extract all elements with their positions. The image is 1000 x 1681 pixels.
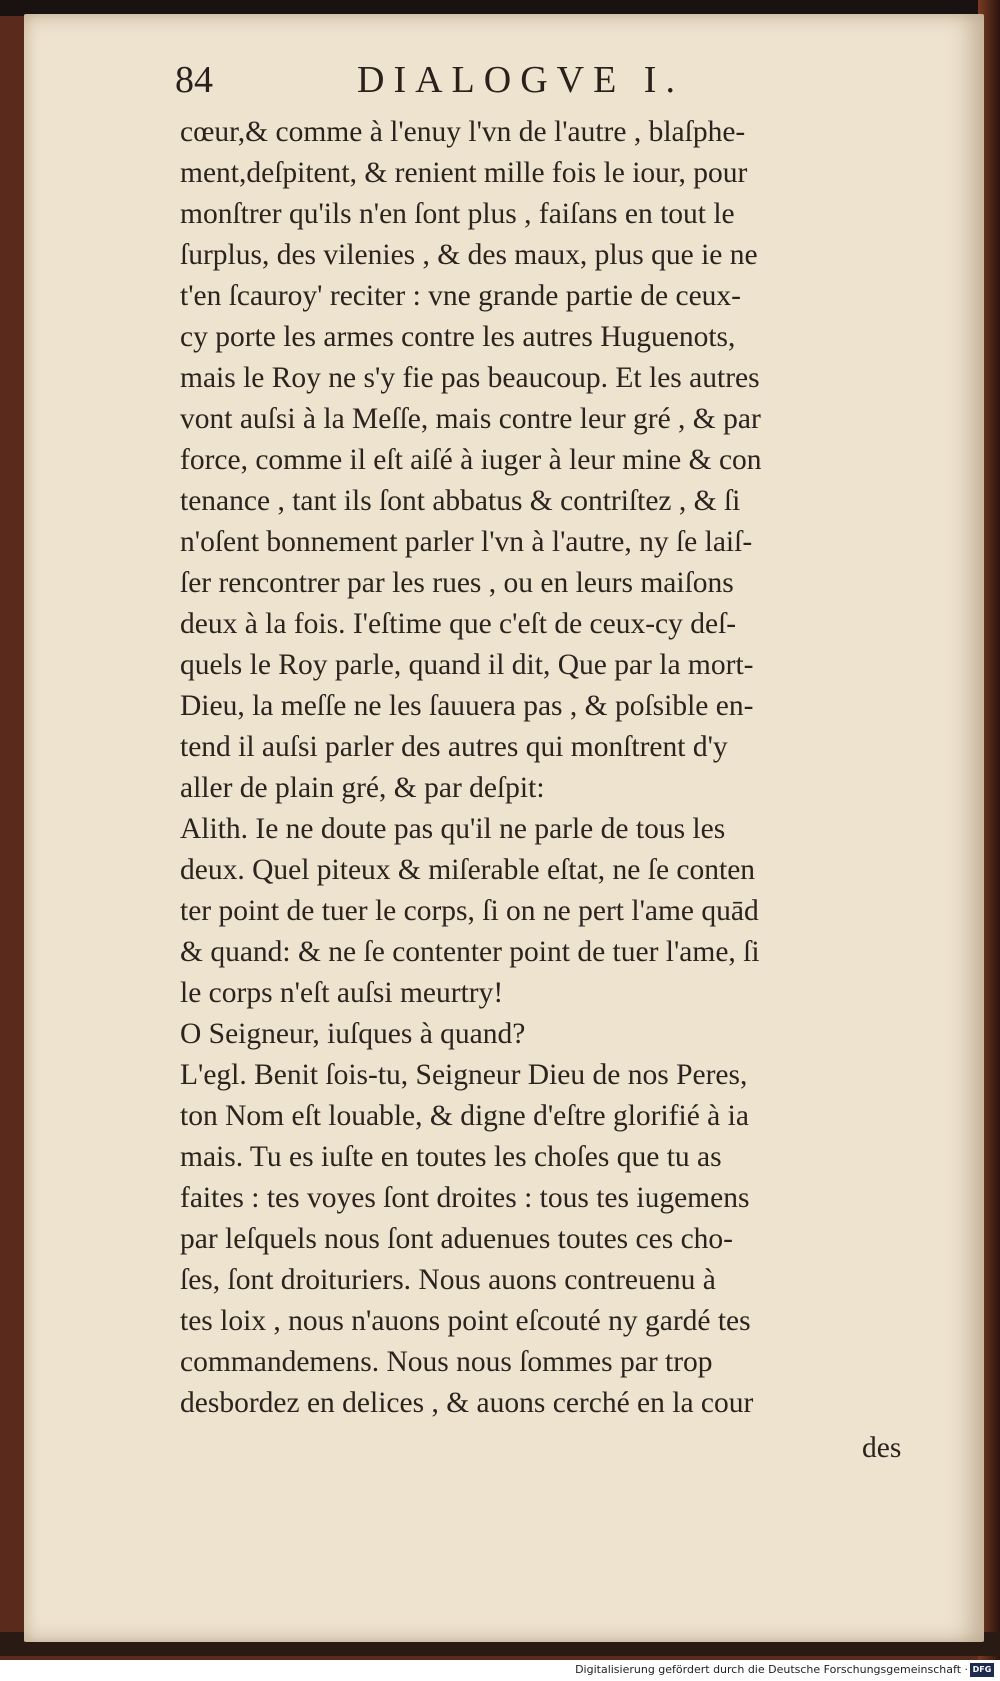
text-line: t'en ſcauroy' reciter : vne grande partie de ceux-	[180, 280, 742, 312]
text-line: desbordez en delices , & auons cerché en la cour	[180, 1387, 754, 1419]
text-line: commandemens. Nous nous ſommes par trop	[180, 1346, 713, 1378]
text-line: tes loix , nous n'auons point eſcouté ny gardé tes	[180, 1305, 751, 1337]
funding-credit: Digitalisierung gefördert durch die Deutsche Forschungsgemeinschaft ·	[575, 1663, 968, 1676]
body-text	[180, 112, 920, 1424]
running-head: DIALOGVE I.	[357, 59, 684, 101]
text-line: le corps n'eſt auſsi meurtry!	[180, 977, 504, 1009]
text-line: L'egl. Benit ſois-tu, Seigneur Dieu de nos Peres,	[180, 1059, 748, 1091]
text-line: Alith. Ie ne doute pas qu'il ne parle de tous les	[180, 813, 726, 845]
page-header	[175, 54, 875, 110]
text-line: O Seigneur, iuſques à quand?	[180, 1018, 526, 1050]
footer-bar	[0, 1660, 1000, 1681]
text-line: ter point de tuer le corps, ſi on ne pert l'ame quād	[180, 895, 759, 927]
text-line: cœur,& comme à l'enuy l'vn de l'autre , blaſphe-	[180, 116, 746, 148]
text-line: mais le Roy ne s'y fie pas beaucoup. Et les autres	[180, 362, 760, 394]
text-line: ton Nom eſt louable, & digne d'eſtre glorifié à ia	[180, 1100, 749, 1132]
text-line: vont auſsi à la Meſſe, mais contre leur gré , & par	[180, 403, 761, 435]
text-line: force, comme il eſt aiſé à iuger à leur mine & con	[180, 444, 762, 476]
text-line: quels le Roy parle, quand il dit, Que par la mort-	[180, 649, 754, 681]
text-line: deux à la fois. I'eſtime que c'eſt de ceux-cy deſ-	[180, 608, 737, 640]
text-line: tend il auſsi parler des autres qui monſtrent d'y	[180, 731, 728, 763]
page-number: 84	[175, 59, 213, 101]
text-line: & quand: & ne ſe contenter point de tuer l'ame, ſi	[180, 936, 760, 968]
text-line: ment,deſpitent, & renient mille fois le iour, pour	[180, 157, 748, 189]
dfg-logo: DFG	[970, 1663, 994, 1677]
text-line: ſes, ſont droituriers. Nous auons contreuenu à	[180, 1264, 716, 1296]
text-line: ſurplus, des vilenies , & des maux, plus que ie ne	[180, 239, 758, 271]
text-line: aller de plain gré, & par deſpit:	[180, 772, 545, 804]
text-line: deux. Quel piteux & miſerable eſtat, ne ſe conten	[180, 854, 756, 886]
text-line: cy porte les armes contre les autres Huguenots,	[180, 321, 736, 353]
catchword: des	[862, 1432, 902, 1464]
text-line: par leſquels nous ſont aduenues toutes ces cho-	[180, 1223, 733, 1255]
text-line: Dieu, la meſſe ne les ſauuera pas , & poſsible en-	[180, 690, 754, 722]
text-line: ſer rencontrer par les rues , ou en leurs maiſons	[180, 567, 734, 599]
text-line: faites : tes voyes ſont droites : tous tes iugemens	[180, 1182, 750, 1214]
text-line: mais. Tu es iuſte en toutes les choſes que tu as	[180, 1141, 722, 1173]
text-line: n'oſent bonnement parler l'vn à l'autre, ny ſe laiſ-	[180, 526, 753, 558]
text-line: monſtrer qu'ils n'en ſont plus , faiſans en tout le	[180, 198, 735, 230]
text-line: tenance , tant ils ſont abbatus & contriſtez , & ſi	[180, 485, 741, 517]
